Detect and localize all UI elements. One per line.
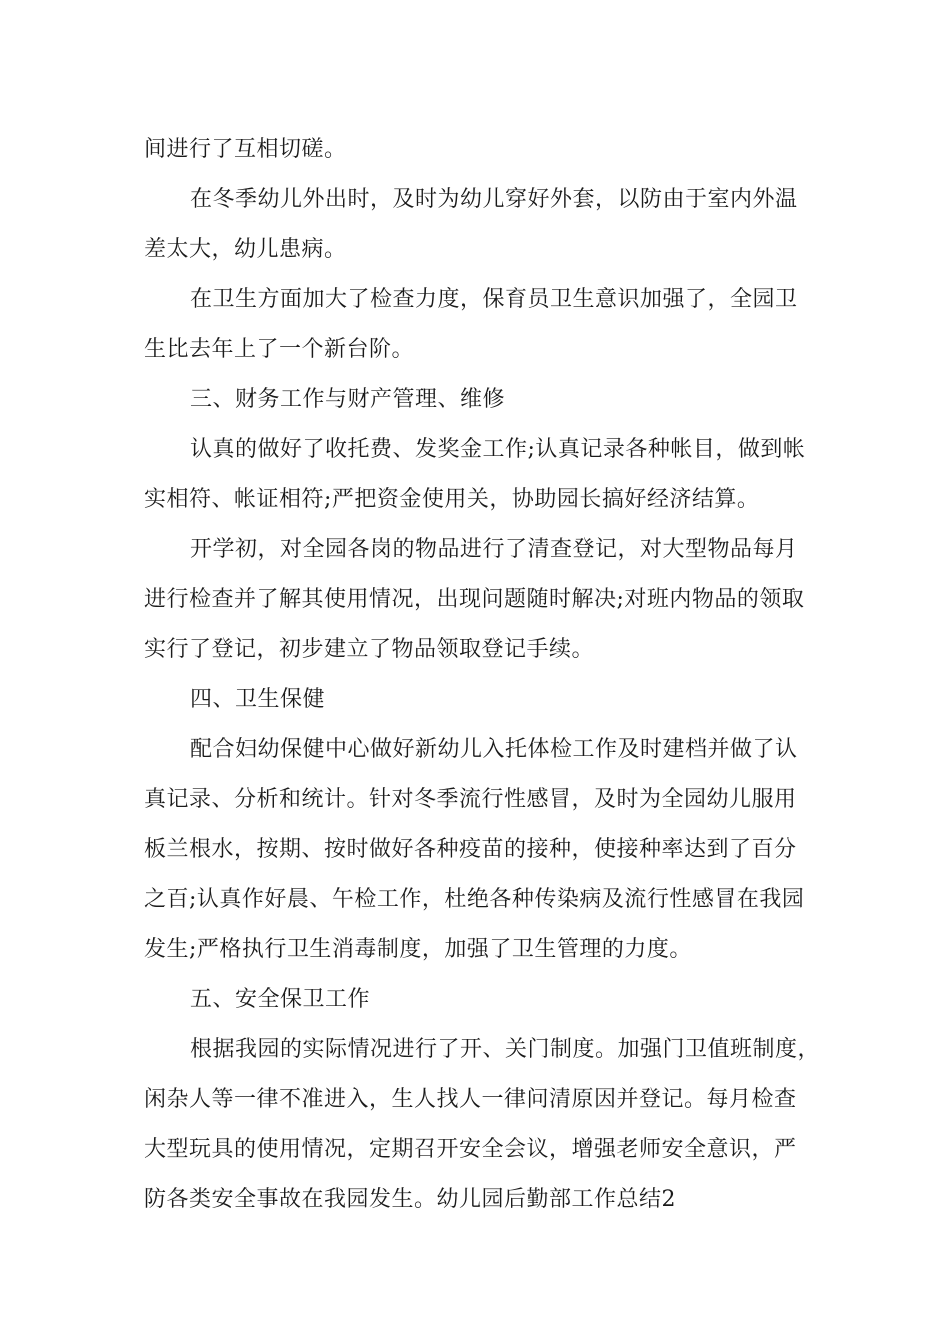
text-line: 防各类安全事故在我园发生。幼儿园后勤部工作总结2 — [144, 1187, 676, 1212]
paragraph-start-line: 根据我园的实际情况进行了开、关门制度。加强门卫值班制度， — [190, 1037, 821, 1062]
text-line: 板兰根水，按期、按时做好各种疫苗的接种，使接种率达到了百分 — [144, 837, 797, 862]
text-line: 生比去年上了一个新台阶。 — [144, 337, 415, 362]
text-line: 真记录、分析和统计。针对冬季流行性感冒，及时为全园幼儿服用 — [144, 787, 797, 812]
paragraph-start-line: 认真的做好了收托费、发奖金工作;认真记录各种帐目，做到帐 — [190, 437, 806, 462]
paragraph-start-line: 开学初，对全园各岗的物品进行了清查登记，对大型物品每月 — [190, 537, 798, 562]
text-line: 闲杂人等一律不准进入，生人找人一律问清原因并登记。每月检查 — [144, 1087, 797, 1112]
paragraph-start-line: 配合妇幼保健中心做好新幼儿入托体检工作及时建档并做了认 — [190, 737, 798, 762]
paragraph-start-line: 在卫生方面加大了检查力度，保育员卫生意识加强了，全园卫 — [190, 287, 798, 312]
section-heading-finance: 三、财务工作与财产管理、维修 — [190, 387, 506, 412]
section-heading-health: 四、卫生保健 — [190, 687, 326, 712]
text-line: 之百;认真作好晨、午检工作，杜绝各种传染病及流行性感冒在我园 — [144, 887, 805, 912]
section-heading-safety: 五、安全保卫工作 — [190, 987, 371, 1012]
text-line: 进行检查并了解其使用情况，出现问题随时解决;对班内物品的领取 — [144, 587, 805, 612]
text-line: 实相符、帐证相符;严把资金使用关，协助园长搞好经济结算。 — [144, 487, 760, 512]
text-line: 发生;严格执行卫生消毒制度，加强了卫生管理的力度。 — [144, 937, 692, 962]
text-line: 间进行了互相切磋。 — [144, 137, 347, 162]
paragraph-start-line: 在冬季幼儿外出时，及时为幼儿穿好外套，以防由于室内外温 — [190, 187, 798, 212]
text-line: 差太大，幼儿患病。 — [144, 237, 347, 262]
text-line: 实行了登记，初步建立了物品领取登记手续。 — [144, 637, 595, 662]
text-line: 大型玩具的使用情况，定期召开安全会议，增强老师安全意识，严 — [144, 1137, 797, 1162]
